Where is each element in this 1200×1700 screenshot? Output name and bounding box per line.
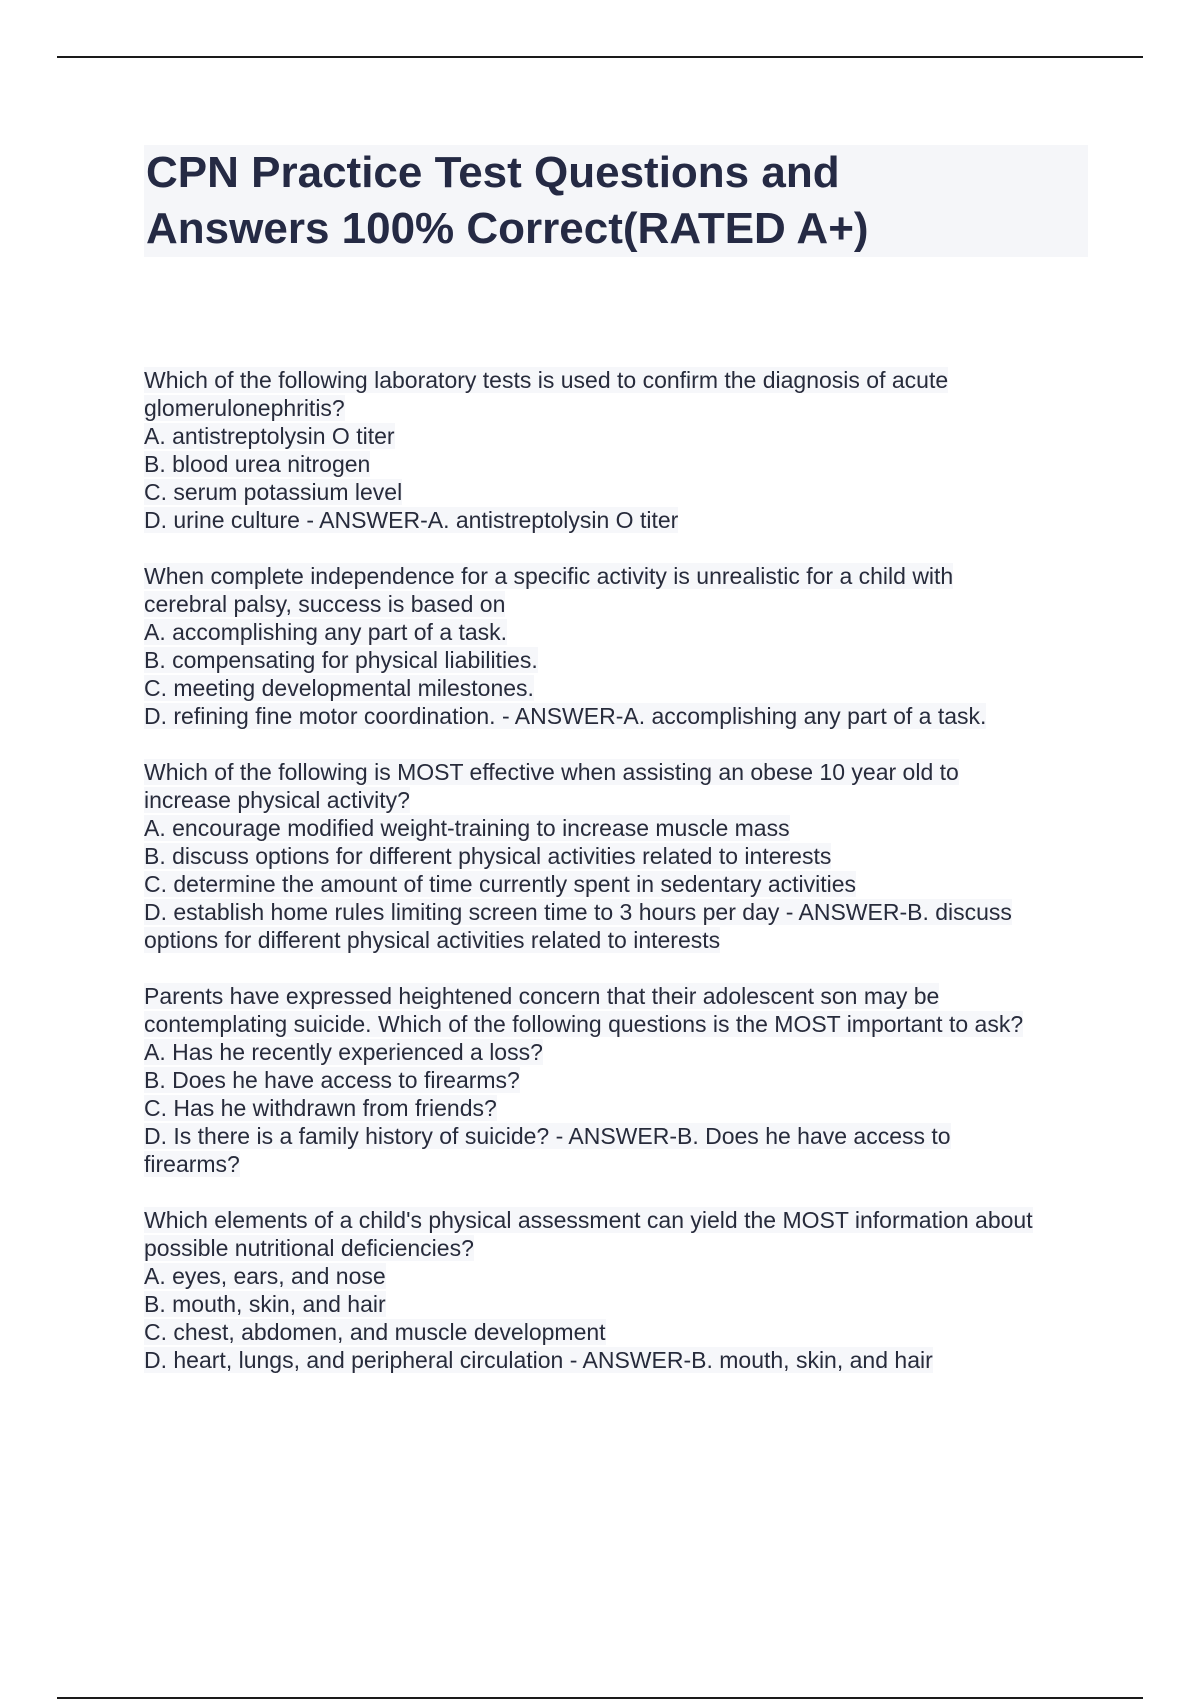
option-c	[144, 1318, 1088, 1346]
question-text: Which of the following is MOST effective when assisting an obese 10 year old to	[144, 759, 959, 785]
option-text: A. antistreptolysin O titer	[144, 423, 395, 449]
question-line	[144, 982, 1088, 1010]
question-3	[144, 758, 1088, 954]
option-text: options for different physical activities related to interests	[144, 927, 721, 953]
option-text: D. establish home rules limiting screen time to 3 hours per day - ANSWER-B. discuss	[144, 899, 1012, 925]
document-title	[144, 145, 1088, 257]
option-text: C. meeting developmental milestones.	[144, 675, 534, 701]
option-a	[144, 422, 1088, 450]
option-text: C. chest, abdomen, and muscle development	[144, 1319, 606, 1345]
option-text: C. serum potassium level	[144, 479, 403, 505]
question-text: cerebral palsy, success is based on	[144, 591, 506, 617]
option-text: B. mouth, skin, and hair	[144, 1291, 386, 1317]
question-text: When complete independence for a specific activity is unrealistic for a child with	[144, 563, 954, 589]
question-line	[144, 366, 1088, 394]
option-text: C. Has he withdrawn from friends?	[144, 1095, 497, 1121]
option-d-answer	[144, 1122, 1088, 1150]
title-line-2: Answers 100% Correct(RATED A+)	[146, 204, 869, 253]
option-text: A. encourage modified weight-training to increase muscle mass	[144, 815, 790, 841]
question-line	[144, 758, 1088, 786]
footer-rule	[57, 1697, 1143, 1699]
option-b	[144, 450, 1088, 478]
question-4	[144, 982, 1088, 1178]
title-line-1: CPN Practice Test Questions and	[146, 148, 840, 197]
option-c	[144, 870, 1088, 898]
option-text: A. eyes, ears, and nose	[144, 1263, 386, 1289]
option-d-answer	[144, 506, 1088, 534]
question-line	[144, 394, 1088, 422]
option-text: A. accomplishing any part of a task.	[144, 619, 508, 645]
option-text: B. blood urea nitrogen	[144, 451, 371, 477]
question-list	[144, 366, 1088, 1402]
option-text: D. urine culture - ANSWER-A. antistreptolysin O titer	[144, 507, 679, 533]
option-text: D. heart, lungs, and peripheral circulation - ANSWER-B. mouth, skin, and hair	[144, 1347, 933, 1373]
question-line	[144, 1206, 1088, 1234]
header-rule	[57, 56, 1143, 58]
question-line	[144, 590, 1088, 618]
option-b	[144, 646, 1088, 674]
option-text: C. determine the amount of time currently spent in sedentary activities	[144, 871, 857, 897]
question-text: increase physical activity?	[144, 787, 410, 813]
question-1	[144, 366, 1088, 534]
option-a	[144, 1262, 1088, 1290]
option-b	[144, 1066, 1088, 1094]
option-c	[144, 1094, 1088, 1122]
question-line	[144, 562, 1088, 590]
question-5	[144, 1206, 1088, 1374]
question-line	[144, 1234, 1088, 1262]
option-a	[144, 1038, 1088, 1066]
answer-continuation	[144, 926, 1088, 954]
question-text: Which of the following laboratory tests is used to confirm the diagnosis of acute	[144, 367, 949, 393]
option-text: B. compensating for physical liabilities.	[144, 647, 538, 673]
option-d-answer	[144, 1346, 1088, 1374]
option-text: B. discuss options for different physical activities related to interests	[144, 843, 832, 869]
question-text: glomerulonephritis?	[144, 395, 345, 421]
option-b	[144, 842, 1088, 870]
question-2	[144, 562, 1088, 730]
option-d-answer	[144, 702, 1088, 730]
option-text: D. refining fine motor coordination. - ANSWER-A. accomplishing any part of a task.	[144, 703, 987, 729]
question-line	[144, 786, 1088, 814]
option-text: firearms?	[144, 1151, 240, 1177]
question-text: Which elements of a child's physical assessment can yield the MOST information about	[144, 1207, 1033, 1233]
option-d-answer	[144, 898, 1088, 926]
question-text: contemplating suicide. Which of the following questions is the MOST important to ask?	[144, 1011, 1024, 1037]
option-text: B. Does he have access to firearms?	[144, 1067, 520, 1093]
question-text: possible nutritional deficiencies?	[144, 1235, 474, 1261]
option-c	[144, 674, 1088, 702]
option-a	[144, 618, 1088, 646]
option-a	[144, 814, 1088, 842]
question-line	[144, 1010, 1088, 1038]
option-c	[144, 478, 1088, 506]
question-text: Parents have expressed heightened concern that their adolescent son may be	[144, 983, 940, 1009]
option-text: A. Has he recently experienced a loss?	[144, 1039, 543, 1065]
option-text: D. Is there is a family history of suicide? - ANSWER-B. Does he have access to	[144, 1123, 951, 1149]
answer-continuation	[144, 1150, 1088, 1178]
option-b	[144, 1290, 1088, 1318]
